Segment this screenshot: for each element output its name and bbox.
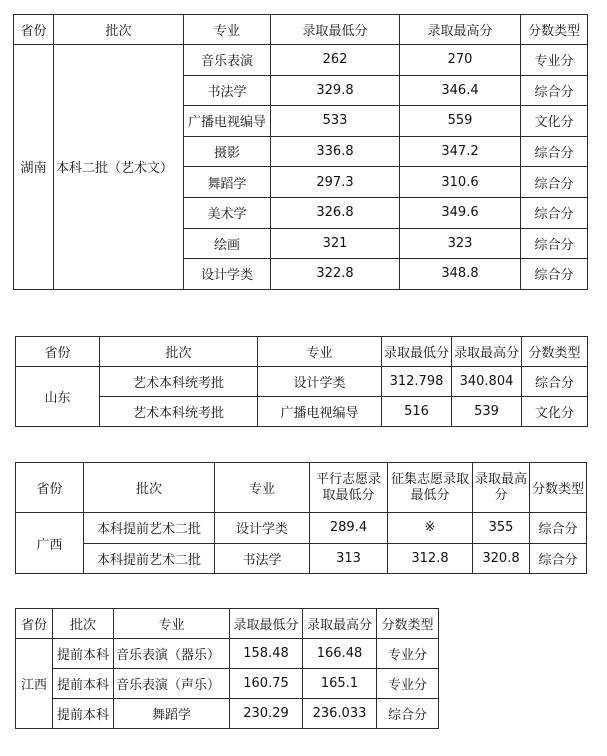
major-cell: 舞蹈学	[114, 699, 230, 729]
header-min-score: 录取最低分	[382, 337, 452, 367]
max-score-cell: 340.804	[452, 367, 522, 397]
min-score-cell: 312.798	[382, 367, 452, 397]
header-province: 省份	[14, 15, 54, 45]
score-type-cell: 综合分	[530, 513, 587, 544]
header-max-score: 录取最高分	[473, 463, 530, 513]
max-score-cell: 355	[473, 513, 530, 544]
header-province: 省份	[16, 609, 53, 639]
table-header-row	[14, 15, 588, 45]
major-cell: 舞蹈学	[184, 167, 271, 198]
batch-cell: 提前本科	[53, 669, 114, 699]
table-header-row	[16, 463, 587, 513]
guangxi-score-table	[15, 462, 587, 574]
score-type-cell: 专业分	[521, 45, 588, 76]
min-score-cell: 230.29	[230, 699, 303, 729]
max-score-cell: 320.8	[473, 543, 530, 574]
header-min-score: 录取最低分	[271, 15, 400, 45]
header-score-type: 分数类型	[530, 463, 587, 513]
score-type-cell: 综合分	[377, 699, 439, 729]
province-cell: 山东	[16, 367, 100, 427]
shandong-score-table	[15, 336, 588, 427]
header-batch: 批次	[84, 463, 215, 513]
max-score-cell: 348.8	[400, 259, 521, 290]
header-parallel-min-score: 平行志愿录取最低分	[310, 463, 388, 513]
score-type-cell: 综合分	[521, 197, 588, 228]
province-cell: 广西	[16, 513, 84, 574]
header-province: 省份	[16, 463, 84, 513]
min-score-cell: 326.8	[271, 197, 400, 228]
score-type-cell: 综合分	[530, 543, 587, 574]
score-type-cell: 综合分	[521, 136, 588, 167]
major-cell: 摄影	[184, 136, 271, 167]
batch-cell: 本科提前艺术二批	[84, 513, 215, 544]
max-score-cell: 559	[400, 106, 521, 137]
table-row	[16, 513, 587, 544]
score-type-cell: 专业分	[377, 639, 439, 669]
header-major: 专业	[258, 337, 382, 367]
header-max-score: 录取最高分	[400, 15, 521, 45]
major-cell: 音乐表演（器乐）	[114, 639, 230, 669]
score-type-cell: 综合分	[521, 259, 588, 290]
hunan-score-table	[13, 14, 588, 290]
max-score-cell: 310.6	[400, 167, 521, 198]
table-row	[16, 543, 587, 574]
min-score-cell: 297.3	[271, 167, 400, 198]
min-score-cell: 336.8	[271, 136, 400, 167]
major-cell: 绘画	[184, 228, 271, 259]
max-score-cell: 323	[400, 228, 521, 259]
table-row	[16, 669, 439, 699]
header-major: 专业	[215, 463, 310, 513]
header-batch: 批次	[53, 609, 114, 639]
collect-min-score-cell: ※	[388, 513, 473, 544]
header-province: 省份	[16, 337, 100, 367]
max-score-cell: 347.2	[400, 136, 521, 167]
header-score-type: 分数类型	[522, 337, 588, 367]
score-type-cell: 文化分	[522, 397, 588, 427]
header-score-type: 分数类型	[521, 15, 588, 45]
major-cell: 设计学类	[258, 367, 382, 397]
table-row	[14, 45, 588, 76]
table-row	[16, 367, 588, 397]
jiangxi-score-table	[15, 608, 439, 729]
collect-min-score-cell: 312.8	[388, 543, 473, 574]
major-cell: 广播电视编导	[258, 397, 382, 427]
max-score-cell: 236.033	[303, 699, 377, 729]
min-score-cell: 516	[382, 397, 452, 427]
major-cell: 书法学	[215, 543, 310, 574]
table-header-row	[16, 609, 439, 639]
min-score-cell: 322.8	[271, 259, 400, 290]
major-cell: 设计学类	[184, 259, 271, 290]
min-score-cell: 329.8	[271, 75, 400, 106]
header-batch: 批次	[100, 337, 258, 367]
min-score-cell: 321	[271, 228, 400, 259]
header-major: 专业	[184, 15, 271, 45]
major-cell: 音乐表演	[184, 45, 271, 76]
major-cell: 美术学	[184, 197, 271, 228]
parallel-min-score-cell: 313	[310, 543, 388, 574]
province-cell: 湖南	[14, 45, 54, 290]
major-cell: 书法学	[184, 75, 271, 106]
min-score-cell: 160.75	[230, 669, 303, 699]
min-score-cell: 262	[271, 45, 400, 76]
table-row	[16, 397, 588, 427]
score-type-cell: 综合分	[521, 75, 588, 106]
batch-cell: 本科二批（艺术文）	[54, 45, 184, 290]
min-score-cell: 533	[271, 106, 400, 137]
min-score-cell: 158.48	[230, 639, 303, 669]
score-type-cell: 综合分	[521, 167, 588, 198]
batch-cell: 艺术本科统考批	[100, 367, 258, 397]
score-type-cell: 专业分	[377, 669, 439, 699]
max-score-cell: 166.48	[303, 639, 377, 669]
max-score-cell: 165.1	[303, 669, 377, 699]
header-max-score: 录取最高分	[303, 609, 377, 639]
major-cell: 广播电视编导	[184, 106, 271, 137]
score-type-cell: 文化分	[521, 106, 588, 137]
header-score-type: 分数类型	[377, 609, 439, 639]
table-header-row	[16, 337, 588, 367]
header-max-score: 录取最高分	[452, 337, 522, 367]
header-major: 专业	[114, 609, 230, 639]
header-collect-min-score: 征集志愿录取最低分	[388, 463, 473, 513]
table-row	[16, 699, 439, 729]
max-score-cell: 346.4	[400, 75, 521, 106]
major-cell: 音乐表演（声乐）	[114, 669, 230, 699]
header-batch: 批次	[54, 15, 184, 45]
batch-cell: 艺术本科统考批	[100, 397, 258, 427]
batch-cell: 本科提前艺术二批	[84, 543, 215, 574]
score-type-cell: 综合分	[521, 228, 588, 259]
parallel-min-score-cell: 289.4	[310, 513, 388, 544]
table-row	[16, 639, 439, 669]
batch-cell: 提前本科	[53, 639, 114, 669]
max-score-cell: 349.6	[400, 197, 521, 228]
major-cell: 设计学类	[215, 513, 310, 544]
province-cell: 江西	[16, 639, 53, 729]
batch-cell: 提前本科	[53, 699, 114, 729]
header-min-score: 录取最低分	[230, 609, 303, 639]
score-type-cell: 综合分	[522, 367, 588, 397]
max-score-cell: 270	[400, 45, 521, 76]
max-score-cell: 539	[452, 397, 522, 427]
